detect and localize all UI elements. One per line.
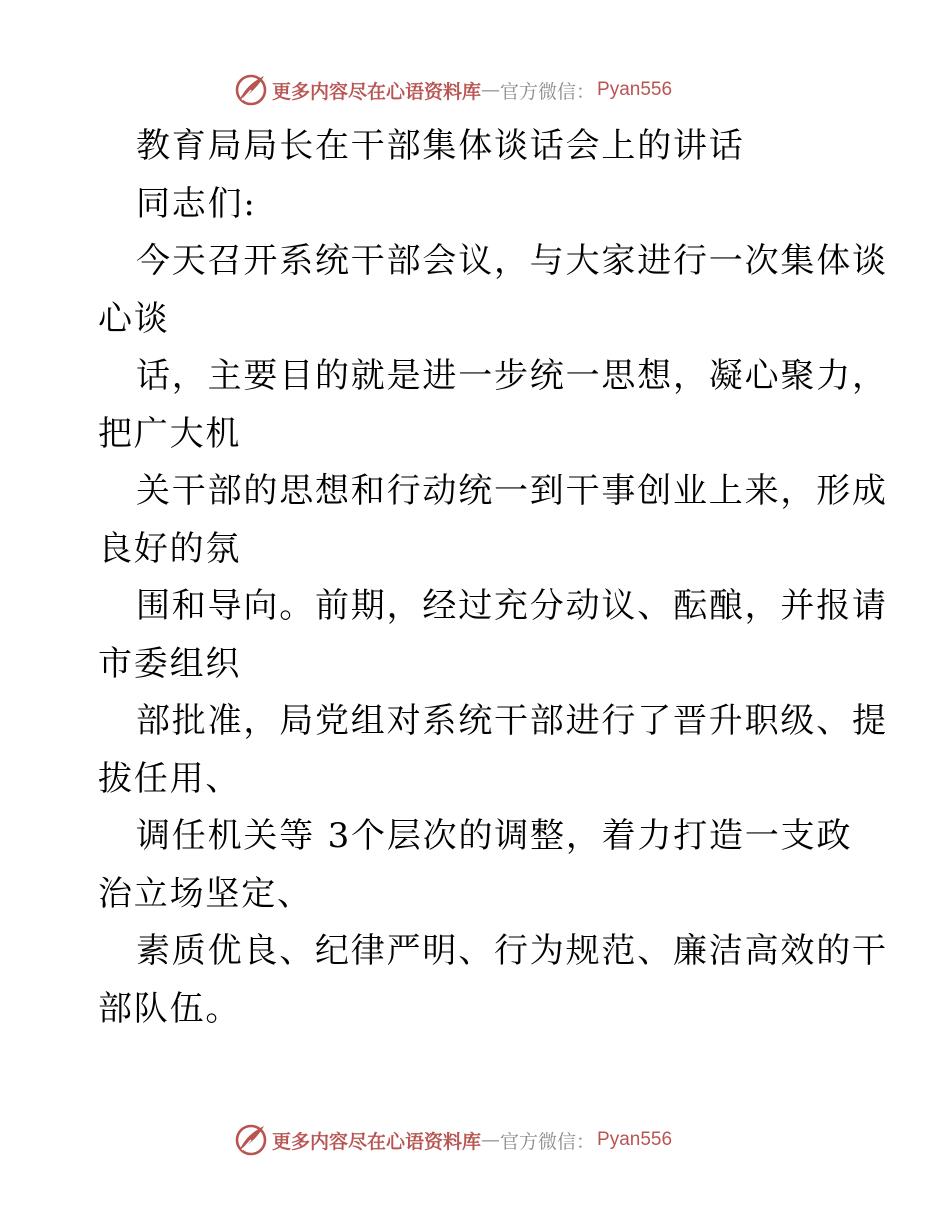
quill-circle-logo-icon	[234, 1123, 268, 1157]
paragraph-line-continuation: 心谈	[98, 298, 170, 339]
paragraph-line: 今天召开系统干部会议，与大家进行一次集体谈	[136, 241, 888, 281]
paragraph-line-continuation: 市委组织	[98, 643, 242, 684]
paragraph-line: 调任机关等 3个层次的调整，着力打造一支政	[136, 816, 853, 856]
salutation: 同志们:	[136, 183, 257, 224]
paragraph-line: 话，主要目的就是进一步统一思想，凝心聚力，	[136, 356, 888, 396]
document-body	[98, 118, 888, 1038]
document-title: 教育局局长在干部集体谈话会上的讲话	[136, 126, 745, 166]
banner-dash: —	[481, 79, 501, 101]
paragraph-line: 素质优良、纪律严明、行为规范、廉洁高效的干	[136, 931, 888, 971]
banner-main-text: 更多内容尽在心语资料库	[272, 1130, 482, 1153]
banner-wechat-label: 官方微信：	[500, 80, 596, 103]
paragraph-line-continuation: 良好的氛	[98, 528, 242, 569]
banner-main-text: 更多内容尽在心语资料库	[272, 80, 482, 103]
paragraph-line: 关干部的思想和行动统一到干事创业上来，形成	[136, 471, 888, 511]
footer-banner	[234, 1122, 672, 1158]
banner-dash: —	[481, 1129, 501, 1151]
paragraph-line: 围和导向。前期，经过充分动议、酝酿，并报请	[136, 586, 888, 626]
header-banner	[234, 72, 672, 108]
quill-circle-logo-icon	[234, 73, 268, 107]
paragraph-line-continuation: 部队伍。	[98, 988, 242, 1029]
paragraph-line-continuation: 把广大机	[98, 413, 242, 454]
paragraph-line-continuation: 拔任用、	[98, 758, 242, 799]
paragraph-line: 部批准，局党组对系统干部进行了晋升职级、提	[136, 701, 888, 741]
paragraph-line-continuation: 治立场坚定、	[98, 873, 313, 914]
banner-wechat-label: 官方微信：	[500, 1130, 596, 1153]
banner-wechat-id: Pyan556	[597, 1129, 673, 1150]
banner-wechat-id: Pyan556	[597, 79, 673, 100]
